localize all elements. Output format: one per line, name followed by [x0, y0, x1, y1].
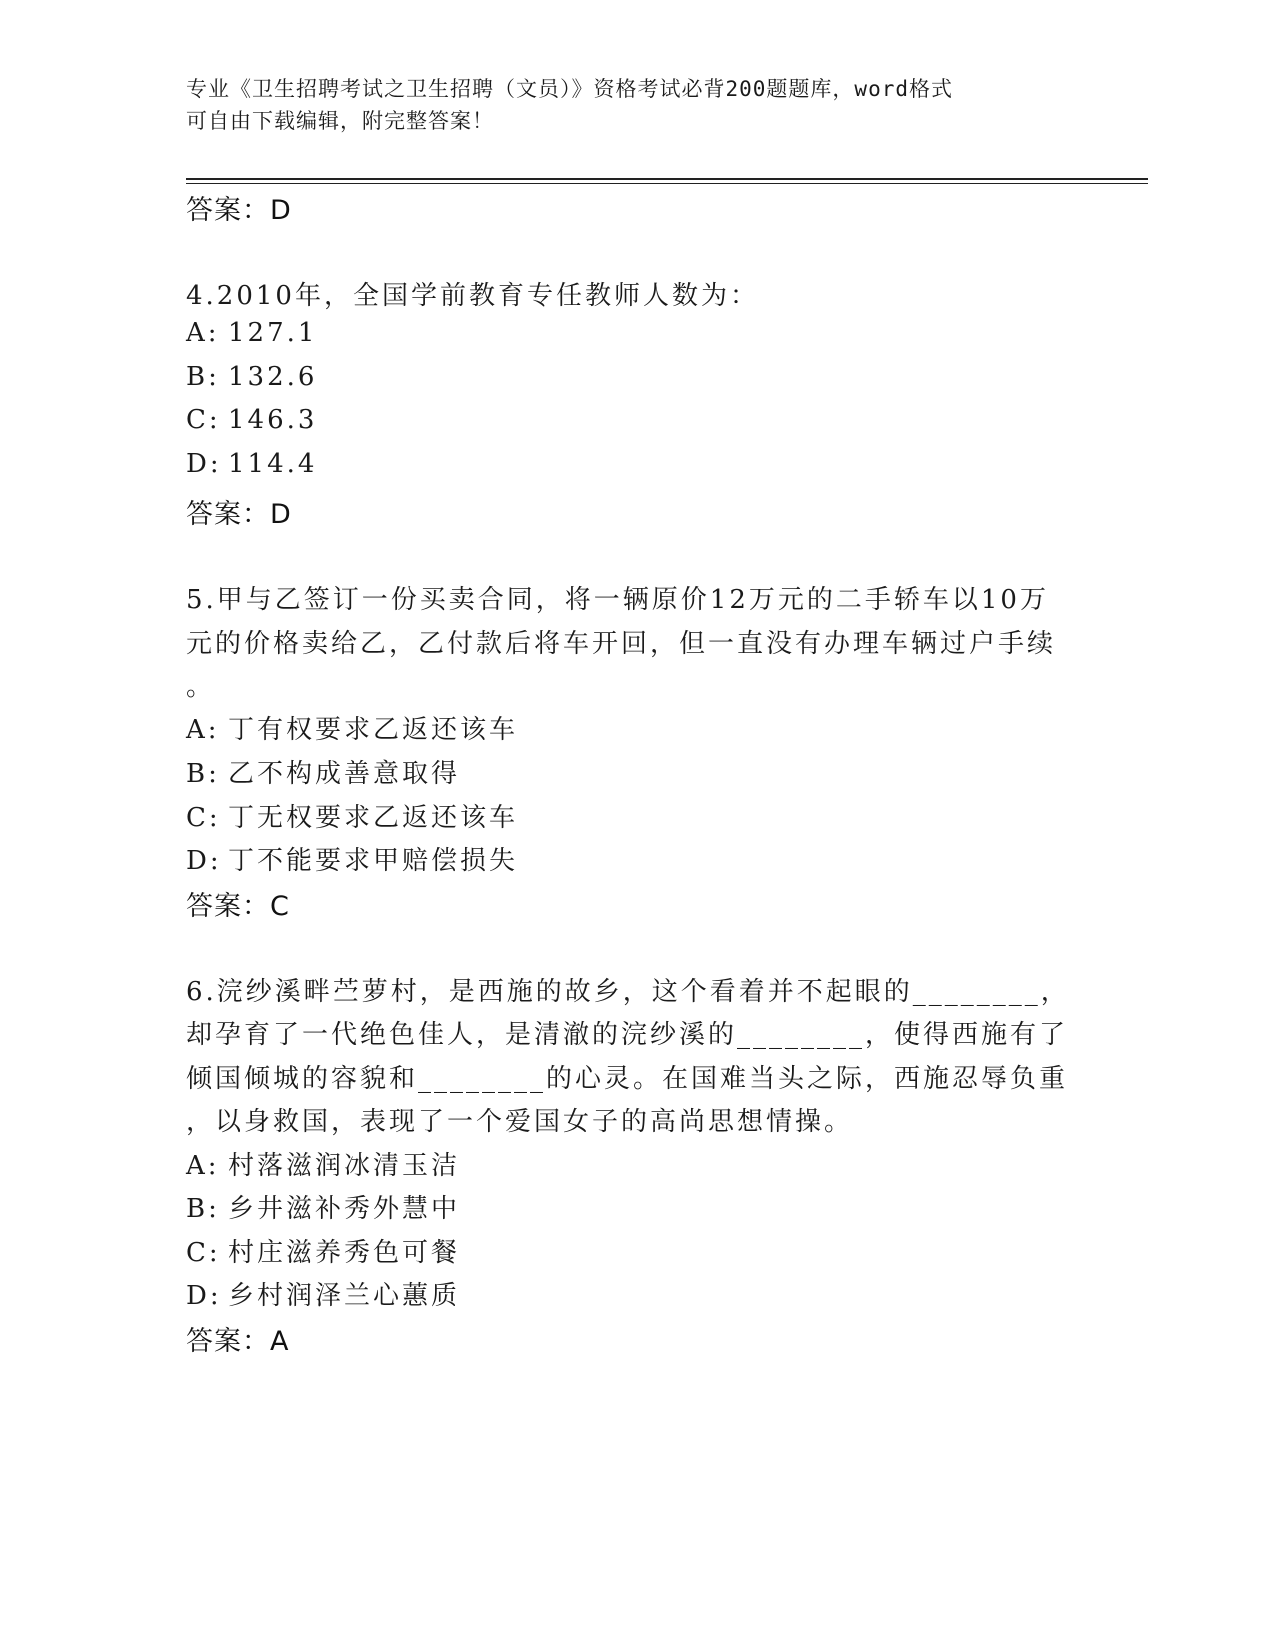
option-text: 146.3: [228, 405, 318, 435]
option-text: 乡井滋补秀外慧中: [228, 1194, 461, 1224]
answer: 答案：D: [186, 499, 292, 530]
option-key: C:: [186, 405, 221, 435]
header-rule-thick: [186, 178, 1148, 180]
option-key: D:: [186, 1281, 222, 1311]
question-text-line: 倾国倾城的容貌和________的心灵。在国难当头之际，西施忍辱负重: [186, 1064, 1069, 1094]
page-header: [186, 73, 1066, 137]
question-text-line: 4.2010年，全国学前教育专任教师人数为：: [186, 281, 759, 311]
option-a: [186, 318, 317, 348]
option-text: 丁不能要求甲赔偿损失: [228, 846, 519, 876]
question-text-line: 6.浣纱溪畔苎萝村，是西施的故乡，这个看着并不起眼的________，: [186, 977, 1070, 1007]
option-text: 村落滋润冰清玉洁: [228, 1151, 461, 1181]
option-key: C:: [186, 1238, 221, 1268]
header-line-1: 专业《卫生招聘考试之卫生招聘（文员）》资格考试必背200题题库，word格式: [186, 77, 953, 101]
option-key: B:: [186, 759, 220, 789]
question-text-line: 5.甲与乙签订一份买卖合同，将一辆原价12万元的二手轿车以10万: [186, 585, 1049, 615]
option-d: [186, 449, 317, 479]
answer-previous: 答案：D: [186, 195, 292, 226]
option-text: 127.1: [228, 318, 318, 348]
option-text: 村庄滋养秀色可餐: [228, 1238, 461, 1268]
option-c: [186, 405, 317, 435]
option-key: A:: [186, 715, 220, 745]
question-text-line: 。: [186, 672, 216, 702]
option-key: A:: [186, 318, 220, 348]
option-key: B:: [186, 362, 220, 392]
option-text: 114.4: [228, 449, 318, 479]
answer: 答案：A: [186, 1326, 290, 1357]
answer: 答案：C: [186, 891, 290, 922]
option-text: 132.6: [228, 362, 318, 392]
option-c: [186, 797, 518, 834]
option-a: [186, 1145, 460, 1182]
question-text-line: 却孕育了一代绝色佳人，是清澈的浣纱溪的________，使得西施有了: [186, 1020, 1069, 1050]
option-text: 乙不构成善意取得: [228, 759, 461, 789]
question-text-line: ，以身救国，表现了一个爱国女子的高尚思想情操。: [186, 1107, 854, 1137]
option-text: 丁有权要求乙返还该车: [228, 715, 519, 745]
option-d: [186, 840, 518, 877]
option-key: D:: [186, 449, 222, 479]
option-key: D:: [186, 846, 222, 876]
option-b: [186, 1188, 460, 1225]
question-text-line: 元的价格卖给乙，乙付款后将车开回，但一直没有办理车辆过户手续: [186, 629, 1057, 659]
option-b: [186, 362, 317, 392]
option-b: [186, 753, 460, 790]
option-text: 丁无权要求乙返还该车: [228, 803, 519, 833]
option-key: C:: [186, 803, 221, 833]
header-line-2: 可自由下载编辑，附完整答案！: [186, 109, 494, 133]
option-c: [186, 1232, 460, 1269]
option-key: A:: [186, 1151, 220, 1181]
option-a: [186, 709, 518, 746]
option-text: 乡村润泽兰心蕙质: [228, 1281, 461, 1311]
option-d: [186, 1275, 460, 1312]
header-rule-thin: [186, 183, 1148, 184]
option-key: B:: [186, 1194, 220, 1224]
